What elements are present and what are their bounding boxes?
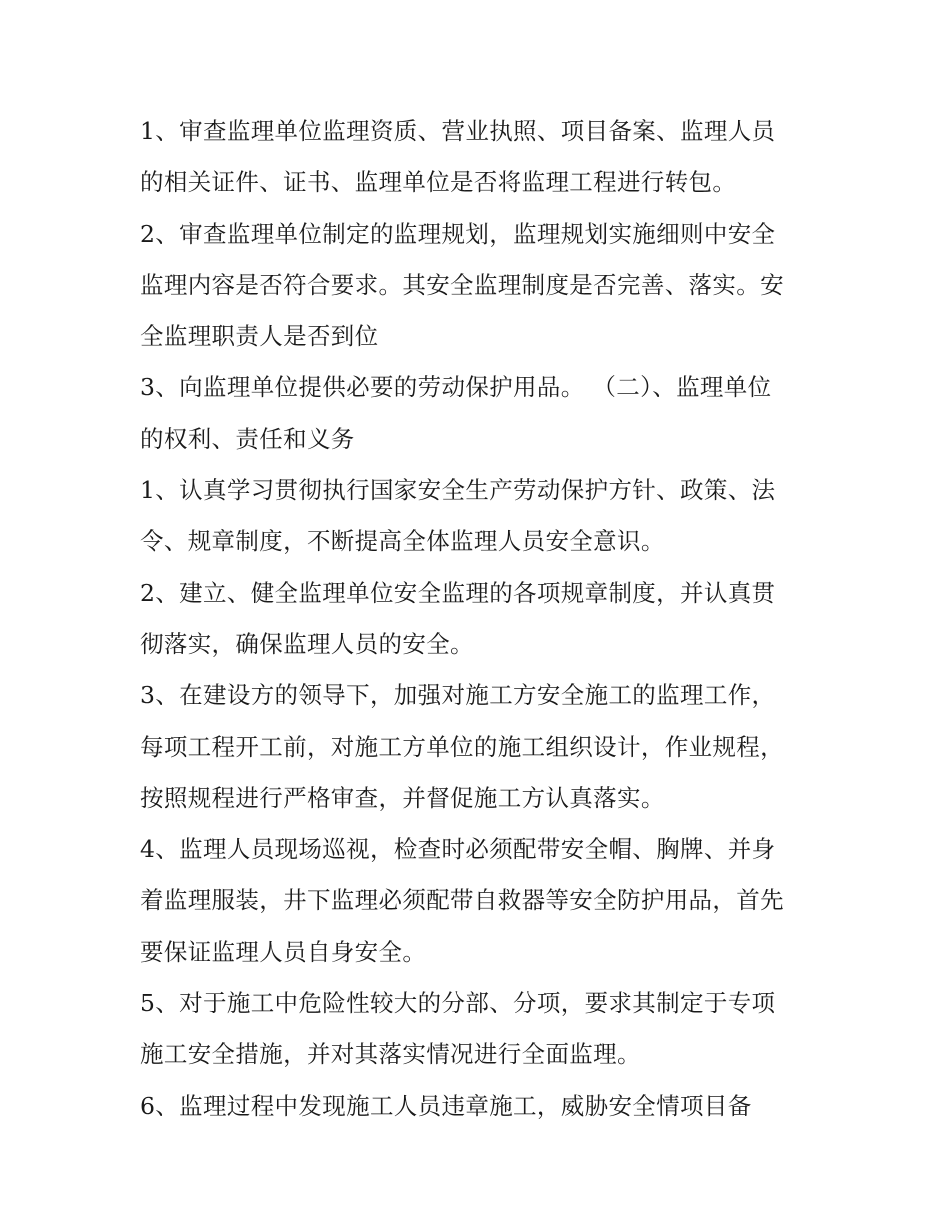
text-line-11: 彻落实，确保监理人员的安全。 bbox=[140, 629, 474, 658]
text-line-13: 每项工程开工前，对施工方单位的施工组织设计，作业规程， bbox=[140, 732, 784, 761]
text-line-15: 4、监理人员现场巡视，检查时必须配带安全帽、胸牌、并身 bbox=[140, 835, 776, 864]
text-line-8: 1、认真学习贯彻执行国家安全生产劳动保护方针、政策、法 bbox=[140, 476, 776, 505]
text-line-18: 5、对于施工中危险性较大的分部、分项，要求其制定于专项 bbox=[140, 989, 776, 1018]
text-line-12: 3、在建设方的领导下，加强对施工方安全施工的监理工作， bbox=[140, 681, 776, 710]
text-line-20: 6、监理过程中发现施工人员违章施工，威胁安全情项目备 bbox=[140, 1091, 752, 1120]
text-line-7: 的权利、责任和义务 bbox=[140, 424, 355, 453]
text-line-9: 令、规章制度，不断提高全体监理人员安全意识。 bbox=[140, 527, 665, 556]
text-line-4: 监理内容是否符合要求。其安全监理制度是否完善、落实。安 bbox=[140, 270, 784, 299]
text-line-14: 按照规程进行严格审查，并督促施工方认真落实。 bbox=[140, 783, 665, 812]
text-line-6: 3、向监理单位提供必要的劳动保护用品。 （二）、监理单位 bbox=[140, 373, 772, 402]
text-line-3: 2、审查监理单位制定的监理规划，监理规划实施细则中安全 bbox=[140, 219, 776, 248]
text-line-19: 施工安全措施，并对其落实情况进行全面监理。 bbox=[140, 1040, 641, 1069]
text-line-17: 要保证监理人员自身安全。 bbox=[140, 937, 427, 966]
text-line-5: 全监理职责人是否到位 bbox=[140, 322, 379, 351]
document-body bbox=[140, 106, 820, 1132]
text-line-16: 着监理服装，井下监理必须配带自救器等安全防护用品，首先 bbox=[140, 886, 784, 915]
text-line-10: 2、建立、健全监理单位安全监理的各项规章制度，并认真贯 bbox=[140, 578, 776, 607]
text-line-2: 的相关证件、证书、监理单位是否将监理工程进行转包。 bbox=[140, 168, 737, 197]
text-line-1: 1、审查监理单位监理资质、营业执照、项目备案、监理人员 bbox=[140, 117, 776, 145]
